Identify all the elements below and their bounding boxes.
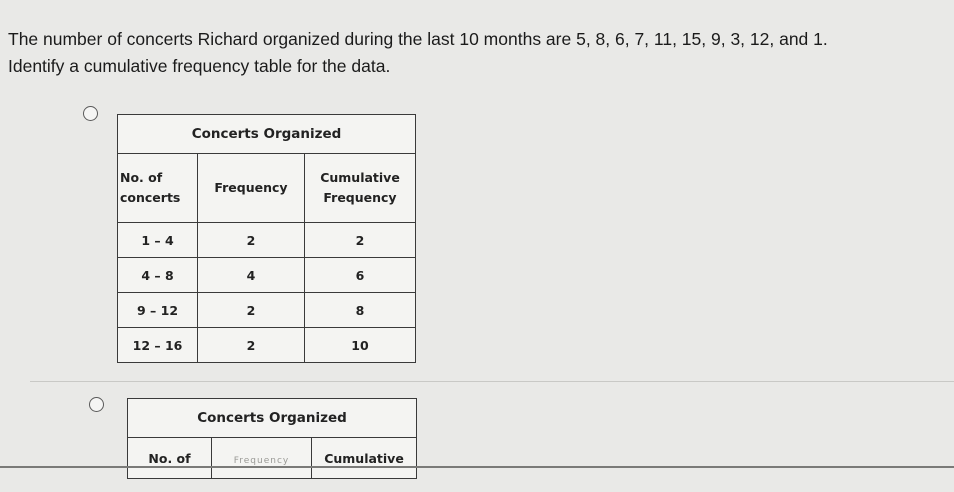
question-line-2: Identify a cumulative frequency table for the data.	[8, 56, 391, 76]
cell-class: 9 – 12	[118, 293, 198, 328]
cell-class: 4 – 8	[118, 258, 198, 293]
header-no-of-concerts: No. of concerts	[118, 154, 198, 223]
table-title: Concerts Organized	[128, 399, 417, 438]
question-line-1: The number of concerts Richard organized during the last 10 months are 5, 8, 6, 7, 11, 15, 9, 3, 12, and 1.	[8, 29, 828, 49]
option-a-radio[interactable]	[83, 106, 98, 121]
page-bottom-line	[0, 466, 954, 468]
cell-cumulative: 2	[305, 223, 416, 258]
table-row	[118, 293, 416, 328]
cell-class: 1 – 4	[118, 223, 198, 258]
header-cumulative-frequency: Cumulative Frequency	[305, 154, 416, 223]
cell-cumulative: 6	[305, 258, 416, 293]
option-b-radio[interactable]	[89, 397, 104, 412]
option-divider	[30, 381, 954, 382]
header-frequency: Frequency	[212, 438, 312, 479]
cell-class: 12 – 16	[118, 328, 198, 363]
cell-frequency: 2	[198, 328, 305, 363]
header-no-of: No. of	[128, 438, 212, 479]
cell-frequency: 4	[198, 258, 305, 293]
question-text	[8, 26, 948, 80]
cell-cumulative: 10	[305, 328, 416, 363]
cell-frequency: 2	[198, 223, 305, 258]
table-row	[118, 328, 416, 363]
table-row	[118, 258, 416, 293]
header-frequency: Frequency	[198, 154, 305, 223]
header-cumulative: Cumulative	[312, 438, 417, 479]
cell-cumulative: 8	[305, 293, 416, 328]
table-title: Concerts Organized	[118, 115, 416, 154]
table-row	[118, 223, 416, 258]
option-a-table	[117, 114, 416, 363]
cell-frequency: 2	[198, 293, 305, 328]
